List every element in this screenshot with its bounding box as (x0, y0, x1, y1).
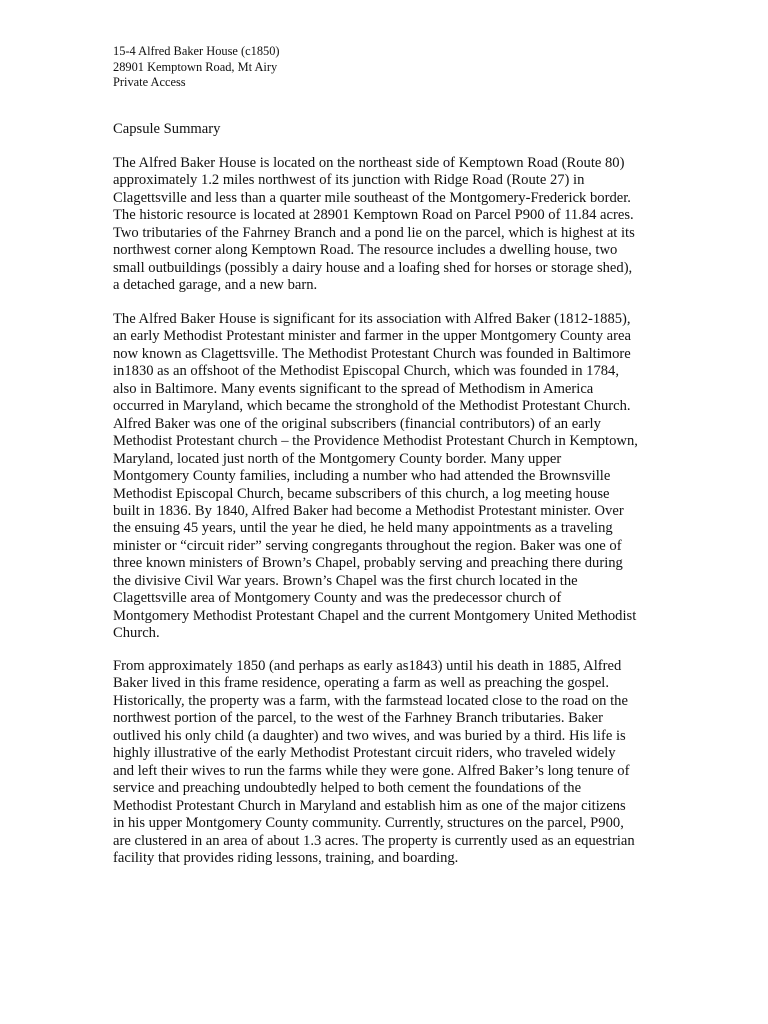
text-line: in his upper Montgomery County community. Currently, structures on the parcel, P900, (113, 815, 624, 832)
text-line: Montgomery County families, including a number who had attended the Brownsville (113, 468, 611, 485)
text-line: now known as Clagettsville. The Methodist Protestant Church was founded in Baltimore (113, 345, 631, 362)
text-line: also in Baltimore. Many events significant to the spread of Methodism in America (113, 380, 594, 397)
text-line: Historically, the property was a farm, with the farmstead located close to the road on the (113, 692, 628, 709)
header-site-title: 15-4 Alfred Baker House (c1850) (113, 44, 280, 58)
text-line: are clustered in an area of about 1.3 acres. The property is currently used as an equestrian (113, 832, 635, 849)
text-line: Methodist Episcopal Church, became subscribers of this church, a log meeting house (113, 485, 610, 502)
text-line: Clagettsville and less than a quarter mile southeast of the Montgomery-Frederick border. (113, 189, 631, 206)
text-line: highly illustrative of the early Methodist Protestant circuit riders, who traveled widely (113, 745, 616, 762)
text-line: Methodist Protestant church – the Providence Methodist Protestant Church in Kemptown, (113, 433, 638, 450)
text-line: outlived his only child (a daughter) and two wives, and was buried by a third. His life is (113, 727, 626, 744)
text-line: the divisive Civil War years. Brown’s Chapel was the first church located in the (113, 572, 578, 589)
text-line: Maryland, located just north of the Montgomery County border. Many upper (113, 450, 562, 467)
text-line: Montgomery Methodist Protestant Chapel and the current Montgomery United Methodist (113, 607, 637, 624)
text-line: Baker lived in this frame residence, operating a farm as well as preaching the gospel. (113, 675, 610, 692)
text-line: a detached garage, and a new barn. (113, 277, 318, 294)
text-line: in1830 as an offshoot of the Methodist Episcopal Church, which was founded in 1784, (113, 363, 619, 380)
text-line: service and preaching undoubtedly helped to both cement the foundations of the (113, 780, 582, 797)
text-line: northwest corner along Kemptown Road. The resource includes a dwelling house, two (113, 242, 618, 259)
text-line: The historic resource is located at 28901 Kemptown Road on Parcel P900 of 11.84 acres. (113, 207, 634, 224)
text-line: small outbuildings (possibly a dairy house and a loafing shed for horses or storage shed), (113, 259, 633, 276)
text-line: minister or “circuit rider” serving congregants throughout the region. Baker was one of (113, 537, 622, 554)
text-line: Church. (113, 625, 160, 642)
text-line: From approximately 1850 (and perhaps as early as1843) until his death in 1885, Alfred (113, 658, 622, 674)
text-line: Two tributaries of the Fahrney Branch and a pond lie on the parcel, which is highest at its (113, 224, 635, 241)
text-line: occurred in Maryland, which became the stronghold of the Methodist Protestant Church. (113, 398, 631, 415)
text-line: The Alfred Baker House is significant for its association with Alfred Baker (1812-1885), (113, 311, 631, 327)
header-address: 28901 Kemptown Road, Mt Airy (113, 59, 278, 74)
text-line: Clagettsville area of Montgomery County and was the predecessor church of (113, 590, 562, 607)
text-line: the ensuing 45 years, until the year he died, he held many appointments as a traveling (113, 520, 613, 537)
paragraph-location (113, 155, 635, 295)
text-line: facility that provides riding lessons, training, and boarding. (113, 849, 459, 866)
text-line: and left their wives to run the farms while they were gone. Alfred Baker’s long tenure of (113, 762, 630, 779)
section-title: Capsule Summary (113, 121, 221, 137)
text-line: approximately 1.2 miles northwest of its junction with Ridge Road (Route 27) in (113, 172, 585, 189)
text-line: Methodist Protestant Church in Maryland and establish him as one of the major citizens (113, 797, 626, 814)
text-line: Alfred Baker was one of the original subscribers (financial contributors) of an early (113, 415, 601, 432)
text-line: northwest portion of the parcel, to the west of the Farhney Branch tributaries. Baker (113, 710, 603, 727)
text-line: The Alfred Baker House is located on the northeast side of Kemptown Road (Route 80) (113, 155, 625, 171)
paragraph-history (113, 658, 635, 867)
text-line: an early Methodist Protestant minister and farmer in the upper Montgomery County area (113, 328, 631, 345)
document-header (113, 44, 280, 91)
text-line: three known ministers of Brown’s Chapel, probably serving and preaching there during (113, 555, 623, 572)
header-access: Private Access (113, 75, 186, 89)
paragraph-significance (113, 311, 638, 643)
text-line: built in 1836. By 1840, Alfred Baker had become a Methodist Protestant minister. Over (113, 502, 624, 519)
